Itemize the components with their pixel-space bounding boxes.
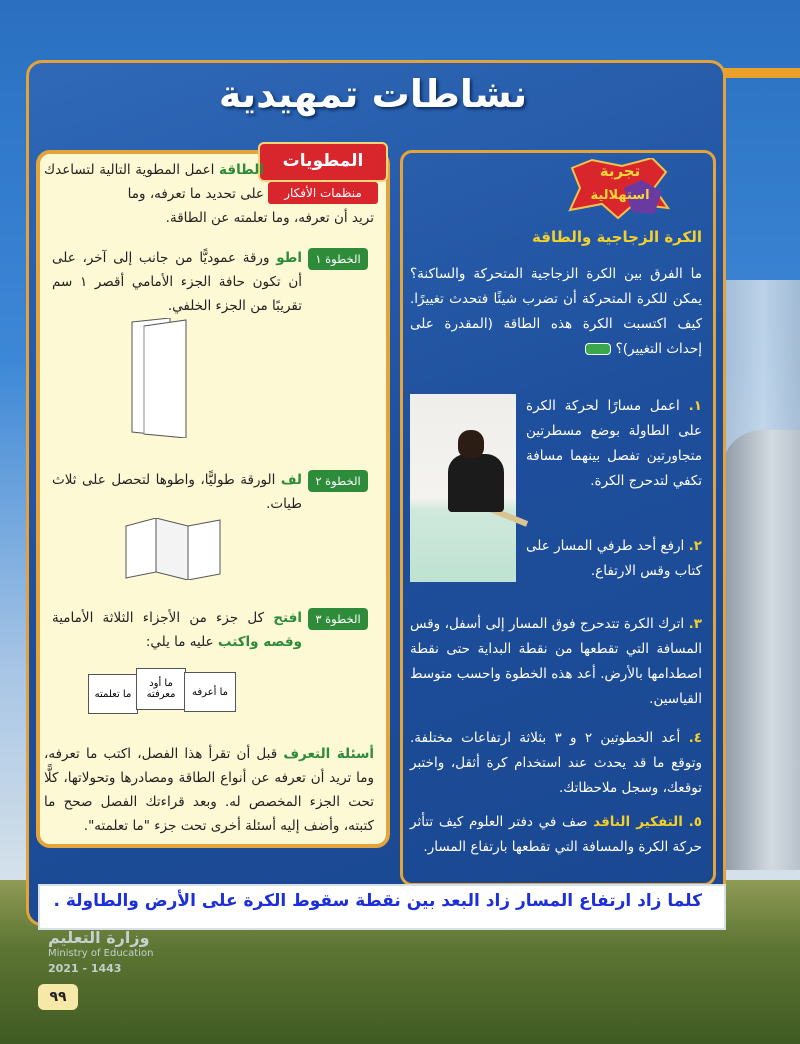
step-3-verb-2: وقصه واكتب — [217, 634, 302, 650]
step-3-badge: الخطوة ٣ — [308, 608, 368, 630]
intro-keyword: الطاقة — [219, 162, 264, 178]
ministry-logo-english: Ministry of Education — [48, 948, 154, 959]
step-3-verb: افتح — [273, 610, 302, 626]
ministry-logo-arabic: وزارة التعليم — [48, 928, 150, 947]
fold-step-2-illustration — [124, 518, 224, 580]
kwl-foldable-illustration — [88, 668, 236, 714]
foldables-intro — [44, 158, 264, 206]
lab-step-1-text: اعمل مسارًا لحركة الكرة على الطاولة بوضع مسطرتين متجاورتين تفصل بينهما مسافة تكفي لتدحرج الكرة. — [526, 398, 702, 489]
critical-thinking-keyword: التفكير الناقد — [593, 814, 683, 830]
step-3-body-2: عليه ما يلي: — [145, 634, 218, 650]
kwl-paragraph — [44, 742, 374, 838]
kwl-column-want: ما أود معرفته — [136, 668, 186, 710]
kwl-keyword: أسئلة التعرف — [283, 746, 374, 762]
launch-lab-question — [410, 262, 702, 362]
step-3-text — [52, 606, 302, 654]
cooling-tower — [722, 430, 800, 870]
lab-step-5 — [410, 810, 702, 860]
lab-step-2-num: ٢. — [688, 538, 703, 554]
step-2-verb: لف — [280, 472, 302, 488]
organizers-label: منظمات الأفكار — [268, 182, 378, 204]
step-2-body: الورقة طوليًّا، واطوها لتحصل على ثلاث طيات. — [52, 472, 302, 512]
launch-lab-question-text: ما الفرق بين الكرة الزجاجية المتحركة والساكنة؟ يمكن للكرة المتحركة أن تضرب شيئًا فتحدث تغييرًا. كيف اكتسبت الكرة هذه الطاقة (المقدرة على إحداث التغيير)؟ — [410, 266, 702, 357]
lab-step-1 — [526, 394, 702, 494]
lab-step-4 — [410, 726, 702, 801]
step-1-text — [52, 246, 302, 318]
launch-lab-title: الكرة الزجاجية والطاقة — [532, 228, 702, 246]
fold-step-1-illustration — [130, 318, 190, 438]
kwl-body: قبل أن تقرأ هذا الفصل، اكتب ما تعرفه، وما تريد أن تعرفه عن أنواع الطاقة ومصادرها وتحولاتها، كلًّا تحت الجزء المخصص له. وبعد قراءتك الفصل صحح ما كتبته، وأضف إليه أسئلة أخرى تحت جزء "ما تعلمته". — [44, 746, 374, 834]
lab-step-4-num: ٤. — [688, 730, 702, 746]
kwl-column-know: ما أعرفه — [184, 672, 236, 712]
lab-step-4-text: أعد الخطوتين ٢ و ٣ بثلاثة ارتفاعات مختلفة. وتوقع ما قد يحدث عند استخدام كرة أثقل، واختبر توقعك، وسجل ملاحظاتك. — [410, 730, 702, 796]
lab-step-3 — [410, 612, 702, 712]
launch-lab-badge-line1: تجربة — [599, 162, 641, 180]
lab-step-1-num: ١. — [688, 398, 702, 414]
page-title: نشاطات تمهيدية — [218, 72, 528, 116]
lab-step-2 — [526, 534, 702, 584]
kwl-column-learned: ما تعلمته — [88, 674, 138, 714]
lab-step-3-text: اترك الكرة تتدحرج فوق المسار إلى أسفل، وقس المسافة التي تقطعها من نقطة البداية حتى نقطة اصطدامها بالأرض. أعد هذه الخطوة واحسب متوسط القياسين. — [410, 616, 702, 707]
step-2-text — [52, 468, 302, 516]
ministry-year: 2021 - 1443 — [48, 962, 122, 975]
foldables-badge: المطويات — [258, 142, 388, 182]
lab-step-2-text: ارفع أحد طرفي المسار على كتاب وقس الارتفاع. — [526, 538, 702, 579]
step-3-body: كل جزء من الأجزاء الثلاثة الأمامية — [52, 610, 274, 626]
step-1-verb: اطو — [276, 250, 302, 266]
page-number: ٩٩ — [38, 984, 78, 1010]
launch-lab-badge-line2: استهلالية — [590, 188, 650, 203]
lab-step-5-num: ٥. — [688, 814, 702, 830]
step-2-badge: الخطوة ٢ — [308, 470, 368, 492]
answer-text: كلما زاد ارتفاع المسار زاد البعد بين نقطة سقوط الكرة على الأرض والطاولة . — [53, 891, 702, 911]
lab-step-5-text: صف في دفتر العلوم كيف تتأثر حركة الكرة والمسافة التي تقطعها بارتفاع المسار. — [410, 814, 702, 855]
step-1-body: ورقة عموديًّا من جانب إلى آخر، على أن تكون حافة الجزء الأمامي أقصر ١ سم تقريبًا من الجزء الخلفي. — [52, 250, 302, 314]
student-photo — [410, 394, 516, 582]
intro-tail: تريد أن تعرفه، وما تعلمته عن الطاقة. — [165, 210, 374, 226]
safety-goggles-icon — [585, 343, 611, 355]
step-1-badge: الخطوة ١ — [308, 248, 368, 270]
lab-step-3-num: ٣. — [688, 616, 702, 632]
intro-line: اعمل المطوية التالية لتساعدك على تحديد ما تعرفه، وما — [44, 162, 264, 202]
